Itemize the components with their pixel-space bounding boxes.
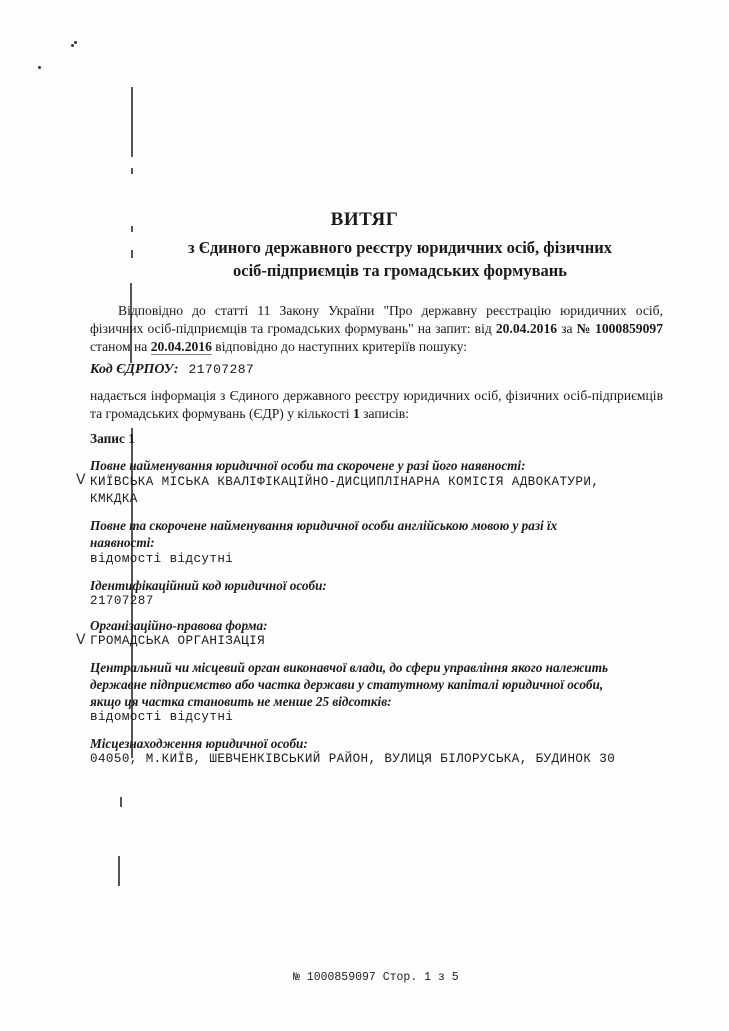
record-title: Запис 1 (90, 431, 136, 446)
field-value-id-code: 21707287 (90, 594, 154, 608)
field-label-governing-body-cont: якщо ця частка становить не менше 25 відсотків: (90, 694, 392, 709)
field-label-legal-form: Організаційно-правова форма: (90, 618, 268, 633)
binding-line (120, 797, 122, 807)
binding-line (131, 87, 133, 157)
request-date: 20.04.2016 (495, 321, 558, 336)
scan-speck (38, 66, 41, 69)
field-label-english-name: Повне та скорочене найменування юридичної особи англійською мовою у разі їх (90, 518, 558, 533)
field-label-address: Місцезнаходження юридичної особи: (90, 736, 308, 751)
scan-speck (74, 41, 77, 44)
handwritten-check-mark: V (76, 632, 86, 648)
field-label-governing-body: Центральний чи місцевий орган виконавчої влади, до сфери управління якого належить (90, 660, 609, 675)
handwritten-check-mark: V (76, 472, 86, 488)
field-value-full-name: КИЇВСЬКА МІСЬКА КВАЛІФІКАЦІЙНО-ДИСЦИПЛІНАРНА КОМІСІЯ АДВОКАТУРИ, (90, 475, 600, 489)
subtitle-line: осіб-підприємців та громадських формувань (233, 261, 567, 280)
document-title: ВИТЯГ (330, 209, 399, 230)
search-criteria (90, 360, 254, 378)
request-number: № 1000859097 (576, 321, 663, 336)
record-count: 1 (352, 406, 360, 421)
page-footer: № 1000859097 Стор. 1 з 5 (293, 971, 459, 984)
field-value-governing-body: відомості відсутні (90, 710, 234, 724)
scan-speck (71, 44, 74, 47)
field-value-legal-form: ГРОМАДСЬКА ОРГАНІЗАЦІЯ (90, 634, 266, 648)
field-value-short-name: КМКДКА (90, 492, 138, 506)
intro-paragraph: Відповідно до статті 11 Закону України "Про державну реєстрацію юридичних осіб, фізичних осіб-підприємців та громадських формувань" на запит: від 20.04.2016 за № 1000859097 станом на 20.04.2016 відповідно до наступних критеріїв пошуку: (90, 303, 663, 354)
criteria-label: Код ЄДРПОУ: (90, 362, 179, 377)
field-label-english-name-cont: наявності: (90, 535, 155, 550)
criteria-value: 21707287 (188, 362, 255, 377)
document-subtitle (120, 236, 680, 282)
field-value-address: 04050, М.КИЇВ, ШЕВЧЕНКІВСЬКИЙ РАЙОН, ВУЛИЦЯ БІЛОРУСЬКА, БУДИНОК 30 (90, 752, 616, 766)
field-label-governing-body-cont: державне підприємство або частка держави у статутному капіталі юридичної особи, (90, 677, 604, 692)
state-date: 20.04.2016 (150, 339, 212, 354)
binding-line (118, 856, 120, 886)
binding-line (131, 168, 133, 174)
field-value-english-name: відомості відсутні (90, 552, 234, 566)
subtitle-line: з Єдиного державного реєстру юридичних осіб, фізичних (188, 238, 612, 257)
result-paragraph: надається інформація з Єдиного державного реєстру юридичних осіб, фізичних осіб-підприємців та громадських формувань (ЄДР) у кількості 1 записів: (90, 388, 663, 421)
field-label-full-name: Повне найменування юридичної особи та скорочене у разі його наявності: (90, 458, 526, 473)
field-label-id-code: Ідентифікаційний код юридичної особи: (90, 578, 327, 593)
